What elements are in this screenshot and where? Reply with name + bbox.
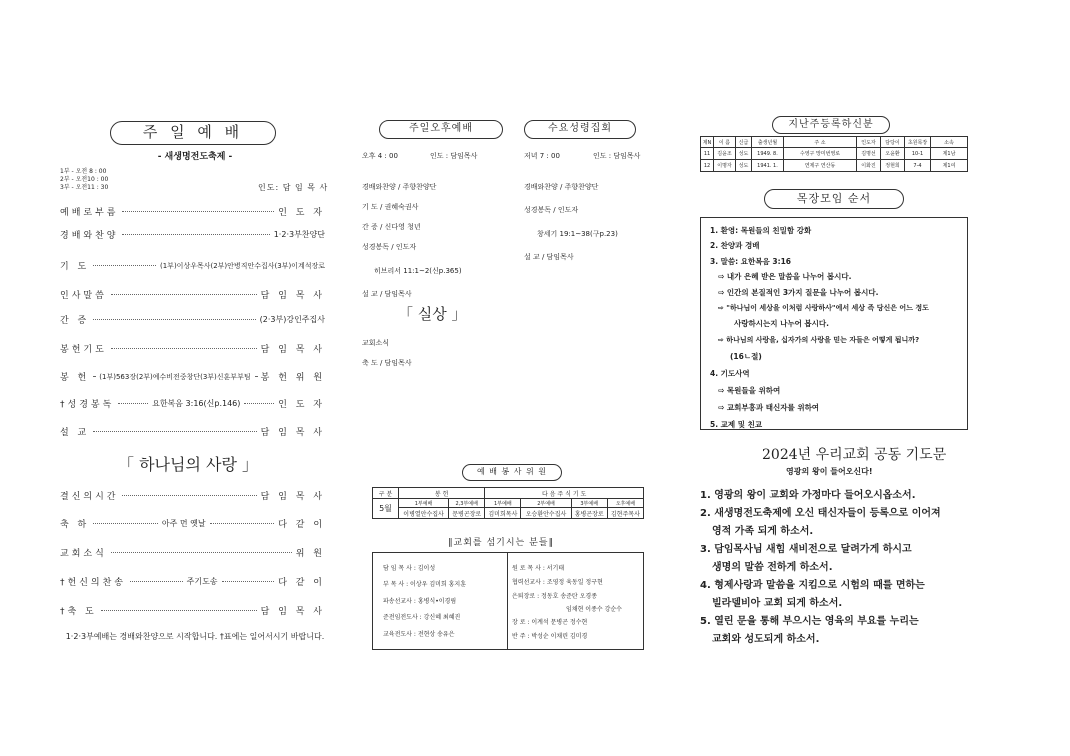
leader-dots (122, 234, 269, 235)
newcomers-header: 초원목장 (905, 137, 931, 148)
wednesday-leader: 인도 : 담임목사 (593, 152, 641, 160)
newcomers-cell: 김윤조 (714, 148, 736, 160)
sermon-title: 「 하나님의 사랑 」 (118, 455, 258, 474)
order-person: 담 임 목 사 (260, 428, 325, 438)
main-service-title: 주 일 예 배 (110, 121, 276, 145)
leader-dots (93, 319, 255, 320)
afternoon-item: 설 교 / 담임목사 (362, 290, 412, 298)
prayer-line: 3. 담임목사님 새힘 새비전으로 달려가게 하시고 (700, 544, 912, 555)
meeting-title: 목장모임 순서 (764, 189, 904, 209)
leader-dots (93, 265, 156, 266)
prayer-title: 2024년 우리교회 공동 기도문 (762, 447, 947, 463)
newcomers-cell: 오윤환 (881, 148, 905, 160)
servant-line: 담 임 목 사 : 김이성 (383, 565, 436, 572)
leader-dots (130, 581, 183, 582)
service-time-1: 1부 - 오전 8 : 00 (60, 168, 107, 175)
leader-dots (255, 376, 257, 377)
order-row (60, 546, 325, 559)
leader-dots (93, 376, 95, 377)
wednesday-item: 설 교 / 담임목사 (524, 253, 574, 261)
newcomers-cell: 11 (701, 148, 714, 160)
leader-dots (118, 403, 148, 404)
servant-line: 협력선교사 : 조영정 육동일 정구현 (512, 579, 603, 586)
newcomers-header: 신급 (736, 137, 752, 148)
newcomers-cell: 성도 (736, 160, 752, 172)
newcomers-header: 소속 (931, 137, 968, 148)
service-time-2: 2부 - 오전10 : 00 (60, 176, 109, 183)
order-label: 봉 헌 (60, 373, 90, 383)
meeting-line: 1. 환영: 목원들의 친밀함 강화 (710, 226, 812, 235)
wednesday-service-title: 수요성령집회 (524, 120, 636, 139)
committee-header: 봉 헌 (399, 488, 485, 499)
order-row (60, 370, 325, 383)
order-person: 위 원 (295, 549, 325, 559)
committee-header: 다 음 주 식 기 도 (485, 488, 644, 499)
wednesday-time: 저녁 7 : 00 (524, 152, 560, 160)
order-label: 경배와찬양 (60, 231, 119, 241)
newcomers-cell: 1941. 1. (752, 160, 784, 172)
order-detail: (1부)이상우목사(2부)안병직안수집사(3부)이계석장로 (160, 261, 325, 270)
servant-line: 장 로 : 이계석 문병곤 정수현 (512, 619, 588, 626)
leader-dots (222, 581, 275, 582)
order-label: 봉헌기도 (60, 345, 107, 355)
meeting-line: 사랑하시는지 나누어 봅시다. (734, 319, 830, 328)
committee-cell: 홍병곤장로 (571, 508, 607, 519)
afternoon-service-title: 주일오후예배 (379, 120, 503, 139)
afternoon-scripture: 히브리서 11:1~2(신p.365) (374, 267, 462, 275)
newcomers-table (700, 136, 968, 172)
order-row (60, 604, 325, 617)
main-service-subtitle: - 새생명전도축제 - (157, 152, 233, 162)
committee-cell: 문병곤장로 (449, 508, 485, 519)
order-person: 다 같 이 (278, 578, 325, 588)
order-row (60, 288, 325, 301)
newcomers-cell: 1949. 8. (752, 148, 784, 160)
newcomers-header: 출생년월 (752, 137, 784, 148)
committee-subheader: 오후예배 (607, 499, 643, 508)
committee-subheader: 2부예배 (521, 499, 571, 508)
meeting-line: ⇨ 목원들을 위하여 (718, 386, 781, 395)
afternoon-item: 성경봉독 / 인도자 (362, 243, 417, 251)
order-label: †성경봉독 (60, 400, 115, 410)
leader-dots (111, 294, 257, 295)
leader-dots (111, 552, 292, 553)
order-person: 인 도 자 (278, 208, 325, 218)
order-label: 교회소식 (60, 549, 107, 559)
servant-line: 반 주 : 박성순 이채린 김미경 (512, 633, 588, 640)
order-label: 결신의시간 (60, 492, 119, 502)
meeting-line: ⇨ 교회부흥과 태신자를 위하여 (718, 403, 820, 412)
order-person: 다 같 이 (278, 520, 326, 530)
meeting-line: (16ㄴ절) (730, 352, 762, 361)
wednesday-item: 성경봉독 / 인도자 (524, 206, 579, 214)
order-row (60, 259, 325, 272)
servants-title: ∥교회를 섬기시는 분들∥ (448, 538, 554, 548)
order-row (60, 517, 325, 530)
newcomers-cell: 정현희 (881, 160, 905, 172)
order-row (60, 313, 325, 326)
newcomers-header: 담당이 (881, 137, 905, 148)
committee-cell: 김현주목사 (607, 508, 643, 519)
afternoon-item: 간 증 / 신다영 청년 (362, 223, 421, 231)
order-detail: (1부)563장(2부)예수비전중창단(3부)신훈부부팀 (99, 372, 251, 381)
newcomers-cell: 이명자 (714, 160, 736, 172)
order-detail: 주기도송 (186, 577, 218, 586)
prayer-line: 2. 새생명전도축제에 오신 태신자들이 등록으로 이어져 (700, 508, 941, 519)
committee-cell: 이병열안수집사 (399, 508, 449, 519)
wednesday-item: 경배와찬양 / 주향찬양단 (524, 183, 599, 191)
leader-dots (122, 211, 274, 212)
newcomers-header: 제N (701, 137, 714, 148)
leader-dots (244, 403, 274, 404)
order-label: 설 교 (60, 428, 90, 438)
order-row (60, 205, 325, 218)
order-label: 축 하 (60, 520, 90, 530)
order-person: 담 임 목 사 (260, 345, 325, 355)
order-label: 간 증 (60, 316, 90, 326)
order-row (60, 489, 325, 502)
committee-cell: 오승환안수집사 (521, 508, 571, 519)
servant-line: 원 로 목 사 : 서기태 (512, 565, 565, 572)
wednesday-scripture: 창세기 19:1~38(구p.23) (537, 230, 618, 238)
meeting-line: 3. 말씀: 요한복음 3:16 (710, 257, 792, 266)
newcomers-header: 인도자 (857, 137, 881, 148)
newcomers-title: 지난주등록하신분 (772, 116, 890, 134)
meeting-line: 2. 찬양과 경배 (710, 241, 760, 250)
order-row (60, 228, 325, 241)
service-time-3: 3부 - 오전11 : 30 (60, 184, 109, 191)
newcomers-cell: 12 (701, 160, 714, 172)
committee-subheader: 3부예배 (571, 499, 607, 508)
newcomers-cell: 연제구 연산동 (784, 160, 857, 172)
afternoon-leader: 인도 : 담임목사 (430, 152, 478, 160)
prayer-line: 1. 영광의 왕이 교회와 가정마다 들어오시옵소서. (700, 490, 916, 501)
prayer-subtitle: 영광의 왕이 들어오신다! (786, 467, 873, 476)
leader-dots (210, 523, 275, 524)
servant-line: 임채현 이종수 강순수 (566, 606, 622, 613)
prayer-line: 빌라델비아 교회 되게 하소서. (712, 598, 843, 609)
order-label: 기 도 (60, 262, 90, 272)
newcomers-cell: 제1여 (931, 160, 968, 172)
afternoon-item: 축 도 / 담임목사 (362, 359, 412, 367)
committee-subheader: 1부예배 (485, 499, 521, 508)
leader-dots (93, 431, 256, 432)
order-person: 담 임 목 사 (260, 492, 325, 502)
meeting-line: ⇨ 내가 은혜 받은 말씀을 나누어 봅시다. (718, 272, 852, 281)
newcomers-header: 이 름 (714, 137, 736, 148)
newcomers-cell: 성도 (736, 148, 752, 160)
committee-subheader: 2,3부예배 (449, 499, 485, 508)
newcomers-cell: 김명선 (857, 148, 881, 160)
afternoon-sermon: 「 실상 」 (398, 305, 467, 323)
prayer-line: 5. 열린 문을 통해 부으시는 영육의 부요를 누리는 (700, 616, 919, 627)
prayer-line: 교회와 성도되게 하소서. (712, 634, 820, 645)
order-row (60, 425, 325, 438)
servant-line: 준전임전도사 : 강신혜 최혜진 (383, 614, 461, 621)
order-row (60, 575, 325, 588)
meeting-line: ⇨ "하나님이 세상을 이처럼 사랑하사"에서 세상 즉 당신은 어느 정도 (718, 304, 929, 312)
committee-title: 예 배 봉 사 위 원 (462, 464, 562, 481)
newcomers-cell: 7-4 (905, 160, 931, 172)
meeting-line: ⇨ 하나님의 사랑을, 십자가의 사랑을 믿는 자들은 어떻게 됩니까? (718, 336, 920, 344)
committee-subheader: 1부예배 (399, 499, 449, 508)
order-person: 담 임 목 사 (260, 607, 325, 617)
prayer-line: 영적 가족 되게 하소서. (712, 526, 814, 537)
committee-month: 5월 (373, 499, 399, 519)
committee-table (372, 487, 644, 519)
leader-dots (111, 348, 257, 349)
order-detail: 아주 먼 옛날 (161, 519, 206, 528)
afternoon-time: 오후 4 : 00 (362, 152, 398, 160)
order-person: 1·2·3부찬양단 (273, 230, 325, 239)
afternoon-item: 기 도 / 권혜숙권사 (362, 203, 419, 211)
order-person: 봉 헌 위 원 (260, 373, 326, 383)
order-detail: 요한복음 3:16(신p.146) (152, 399, 241, 408)
committee-header: 구 분 (373, 488, 399, 499)
meeting-line: 4. 기도사역 (710, 369, 750, 378)
committee-cell: 김미희목사 (485, 508, 521, 519)
servant-line: 교육전도사 : 전현상 송유은 (383, 631, 455, 638)
leader-dots (101, 610, 257, 611)
meeting-line: 5. 교제 및 친교 (710, 420, 763, 429)
leader-dots (122, 495, 256, 496)
newcomers-cell: 이화진 (857, 160, 881, 172)
newcomers-cell: 10-1 (905, 148, 931, 160)
meeting-line: ⇨ 인간의 본질적인 3가지 질문을 나누어 봅시다. (718, 288, 879, 297)
prayer-line: 생명의 말씀 전하게 하소서. (712, 562, 833, 573)
newcomers-cell: 제1남 (931, 148, 968, 160)
main-service-leader: 인도: 담 임 목 사 (258, 183, 329, 192)
leader-dots (93, 523, 158, 524)
order-person: 담 임 목 사 (260, 291, 325, 301)
order-label: 예배로부름 (60, 208, 119, 218)
newcomers-cell: 수영구 망미번영로 (784, 148, 857, 160)
servant-line: 파송선교사 : 홍병식•이경림 (383, 598, 457, 605)
afternoon-item: 교회소식 (362, 339, 390, 347)
footnote: 1·2·3부예배는 경배와찬양으로 시작합니다. †표에는 일어서시기 바랍니다. (65, 632, 325, 641)
order-label: †헌신의찬송 (60, 578, 126, 588)
afternoon-item: 경배와찬양 / 주향찬양단 (362, 183, 437, 191)
order-row (60, 342, 325, 355)
servant-line: 부 목 사 : 이상우 김미희 홍지훈 (383, 581, 467, 588)
order-person: (2·3부)강인주집사 (259, 315, 325, 324)
order-row (60, 397, 325, 410)
order-label: †축 도 (60, 607, 97, 617)
servant-line: 은퇴장로 : 정동호 송준탄 오경종 (512, 593, 597, 600)
order-person: 인 도 자 (278, 400, 325, 410)
newcomers-header: 주 소 (784, 137, 857, 148)
prayer-line: 4. 형제사랑과 말씀을 지킴으로 시험의 때를 면하는 (700, 580, 925, 591)
order-label: 인사말씀 (60, 291, 107, 301)
